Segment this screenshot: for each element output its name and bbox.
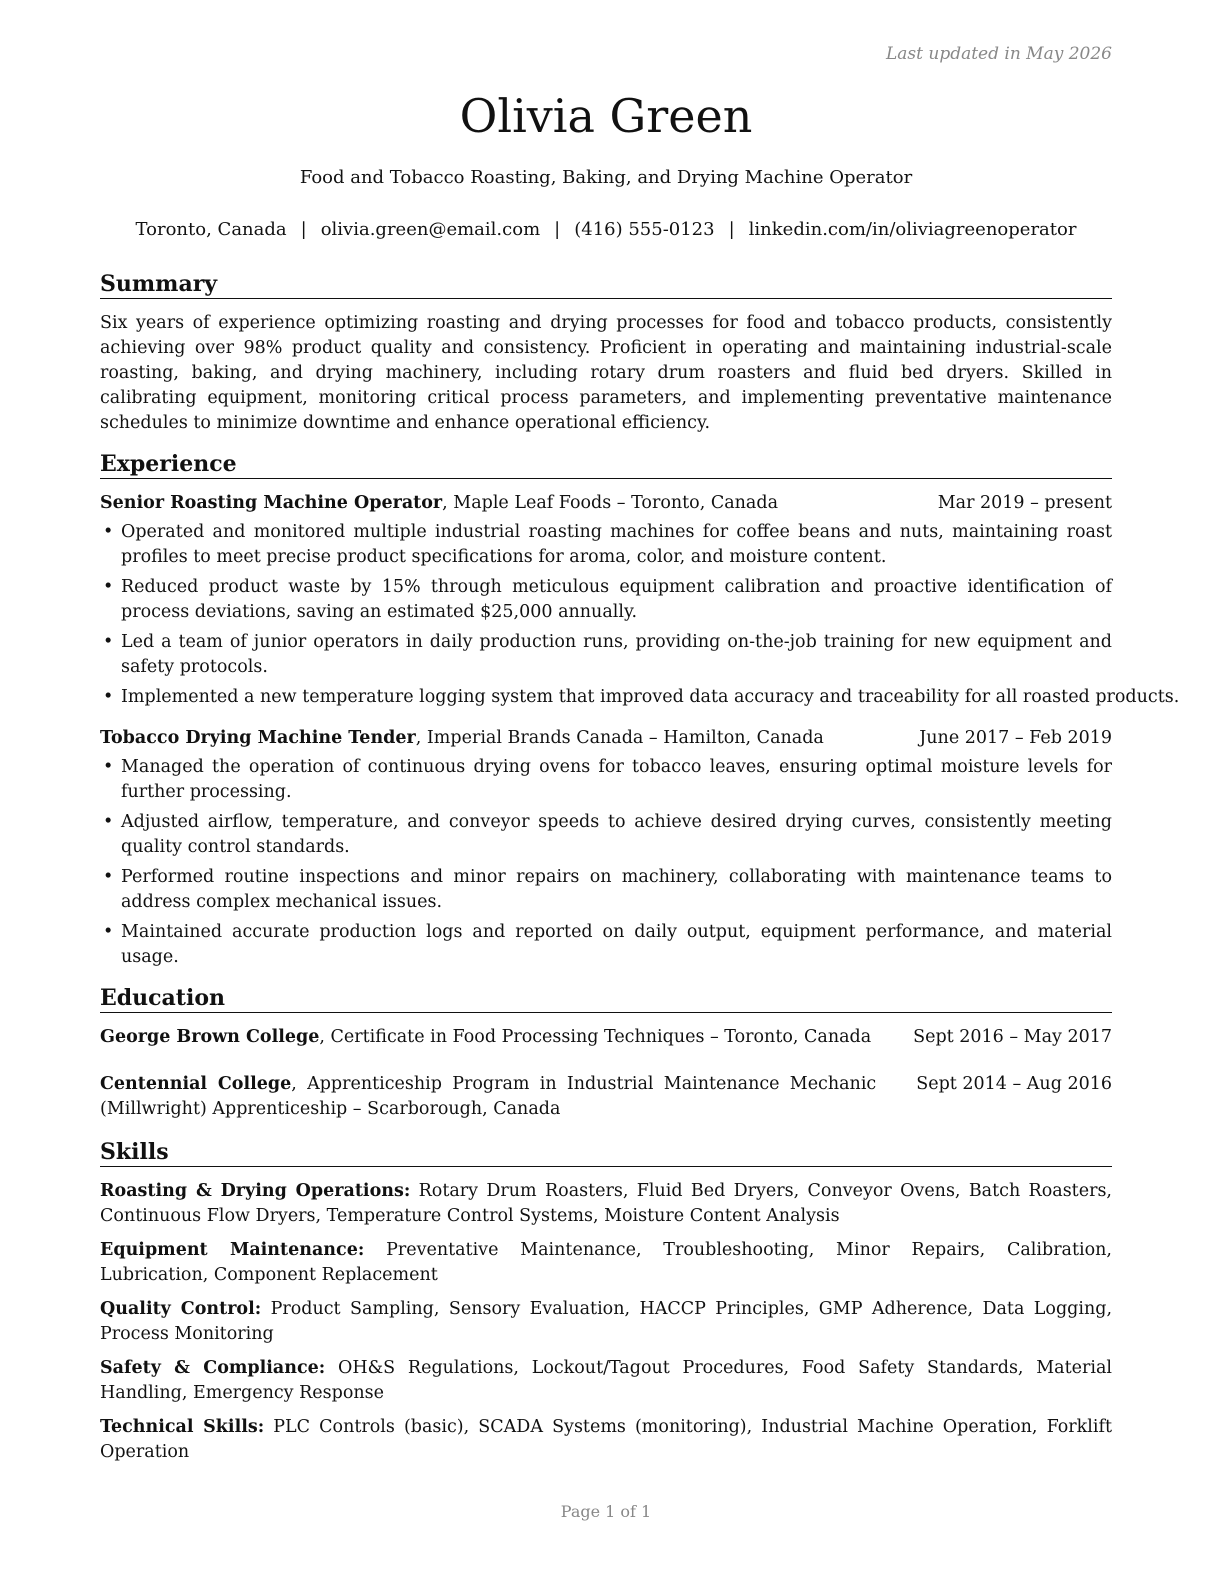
separator: | bbox=[554, 219, 561, 240]
skill-row bbox=[100, 1356, 1112, 1406]
skill-value: Preventative Maintenance, Troubleshooting, Minor Repairs, Calibration, Lubrication, Component Replacement bbox=[100, 1240, 1112, 1285]
job-role: Tobacco Drying Machine Tender bbox=[100, 728, 416, 748]
phone: (416) 555-0123 bbox=[574, 219, 715, 240]
bullet-item: • Reduced product waste by 15% through meticulous equipment calibration and proactive identification of process deviations, saving an estimated $25,000 annually. bbox=[100, 575, 1112, 625]
skill-label: Technical Skills: bbox=[100, 1417, 265, 1437]
skill-row bbox=[100, 1297, 1112, 1347]
education-dates: Sept 2014 – Aug 2016 bbox=[916, 1074, 1112, 1094]
job-company: , Imperial Brands Canada – Hamilton, Canada bbox=[415, 728, 824, 748]
skill-value: PLC Controls (basic), SCADA Systems (monitoring), Industrial Machine Operation, Forklift Operation bbox=[100, 1417, 1112, 1462]
skill-label: Safety & Compliance: bbox=[100, 1358, 326, 1378]
section-title-experience: Experience bbox=[100, 450, 1112, 479]
education-header bbox=[100, 1072, 1112, 1122]
bullet-item: • Adjusted airflow, temperature, and conveyor speeds to achieve desired drying curves, consistently meeting quality control standards. bbox=[100, 810, 1112, 860]
skill-label: Roasting & Drying Operations: bbox=[100, 1181, 411, 1201]
contact-line bbox=[100, 219, 1112, 240]
skill-value: Rotary Drum Roasters, Fluid Bed Dryers, Conveyor Ovens, Batch Roasters, Continuous Flow Dryers, Temperature Control Systems, Moisture Content Analysis bbox=[100, 1181, 1112, 1226]
bullet-item: • Implemented a new temperature logging system that improved data accuracy and traceability for all roasted products. bbox=[100, 685, 1118, 710]
linkedin-link[interactable]: linkedin.com/in/oliviagreenoperator bbox=[748, 219, 1077, 240]
job-header bbox=[100, 726, 1112, 751]
skill-row bbox=[100, 1415, 1112, 1465]
skill-label: Equipment Maintenance: bbox=[100, 1240, 365, 1260]
bullet-item: • Maintained accurate production logs and reported on daily output, equipment performance, and material usage. bbox=[100, 920, 1112, 970]
skill-value: Product Sampling, Sensory Evaluation, HACCP Principles, GMP Adherence, Data Logging, Process Monitoring bbox=[100, 1299, 1113, 1344]
education-section bbox=[100, 984, 1112, 1122]
education-entry bbox=[100, 1072, 1112, 1122]
candidate-name: Olivia Green bbox=[459, 89, 753, 143]
page-number: Page 1 of 1 bbox=[560, 1502, 652, 1521]
job-entry bbox=[100, 726, 1112, 970]
bullet-item: • Led a team of junior operators in daily production runs, providing on-the-job training for new equipment and safety protocols. bbox=[100, 630, 1112, 680]
section-title-summary: Summary bbox=[100, 270, 1112, 299]
job-bullets bbox=[100, 755, 1112, 970]
skills-section bbox=[100, 1138, 1112, 1465]
education-header bbox=[100, 1025, 1112, 1050]
education-entry bbox=[100, 1025, 1112, 1050]
experience-section bbox=[100, 450, 1180, 970]
separator: | bbox=[300, 219, 307, 240]
email-link[interactable]: olivia.green@email.com bbox=[320, 219, 541, 240]
job-dates: June 2017 – Feb 2019 bbox=[919, 728, 1112, 748]
program-detail: , Certificate in Food Processing Techniques – Toronto, Canada bbox=[319, 1027, 872, 1047]
skill-value: OH&S Regulations, Lockout/Tagout Procedures, Food Safety Standards, Material Handling, Emergency Response bbox=[100, 1358, 1112, 1403]
resume-page bbox=[100, 0, 1180, 1584]
section-title-education: Education bbox=[100, 984, 1112, 1013]
summary-text: Six years of experience optimizing roasting and drying processes for food and tobacco products, consistently achieving over 98% product quality and consistency. Proficient in operating and maintaining industrial-scale roasting, baking, and drying machinery, including rotary drum roasters and fluid bed dryers. Skilled in calibrating equipment, monitoring critical process parameters, and implementing preventative maintenance schedules to minimize downtime and enhance operational efficiency. bbox=[100, 313, 1112, 433]
headline: Food and Tobacco Roasting, Baking, and Drying Machine Operator bbox=[299, 167, 913, 188]
last-updated: Last updated in May 2026 bbox=[885, 44, 1112, 64]
job-dates: Mar 2019 – present bbox=[937, 493, 1112, 513]
job-role: Senior Roasting Machine Operator bbox=[100, 493, 443, 513]
bullet-item: • Operated and monitored multiple industrial roasting machines for coffee beans and nuts, maintaining roast profiles to meet precise product specifications for aroma, color, and moisture content. bbox=[100, 520, 1112, 570]
education-dates: Sept 2016 – May 2017 bbox=[913, 1027, 1112, 1047]
job-company: , Maple Leaf Foods – Toronto, Canada bbox=[442, 493, 778, 513]
skill-row bbox=[100, 1238, 1112, 1288]
separator: | bbox=[728, 219, 735, 240]
skill-label: Quality Control: bbox=[100, 1299, 262, 1319]
location: Toronto, Canada bbox=[135, 219, 287, 240]
resume-content bbox=[100, 270, 1180, 1479]
section-title-skills: Skills bbox=[100, 1138, 1112, 1167]
bullet-item: • Performed routine inspections and minor repairs on machinery, collaborating with maintenance teams to address complex mechanical issues. bbox=[100, 865, 1112, 915]
bullet-item: • Managed the operation of continuous drying ovens for tobacco leaves, ensuring optimal moisture levels for further processing. bbox=[100, 755, 1112, 805]
job-bullets bbox=[100, 520, 1180, 710]
skill-row bbox=[100, 1179, 1112, 1229]
school-name: George Brown College bbox=[100, 1027, 320, 1047]
school-name: Centennial College bbox=[100, 1074, 292, 1094]
job-header bbox=[100, 491, 1112, 516]
program-detail: , Apprenticeship Program in Industrial Maintenance Mechanic (Millwright) Apprenticeship – Scarborough, Canada bbox=[100, 1074, 877, 1119]
job-entry bbox=[100, 491, 1180, 710]
summary-section bbox=[100, 270, 1112, 436]
